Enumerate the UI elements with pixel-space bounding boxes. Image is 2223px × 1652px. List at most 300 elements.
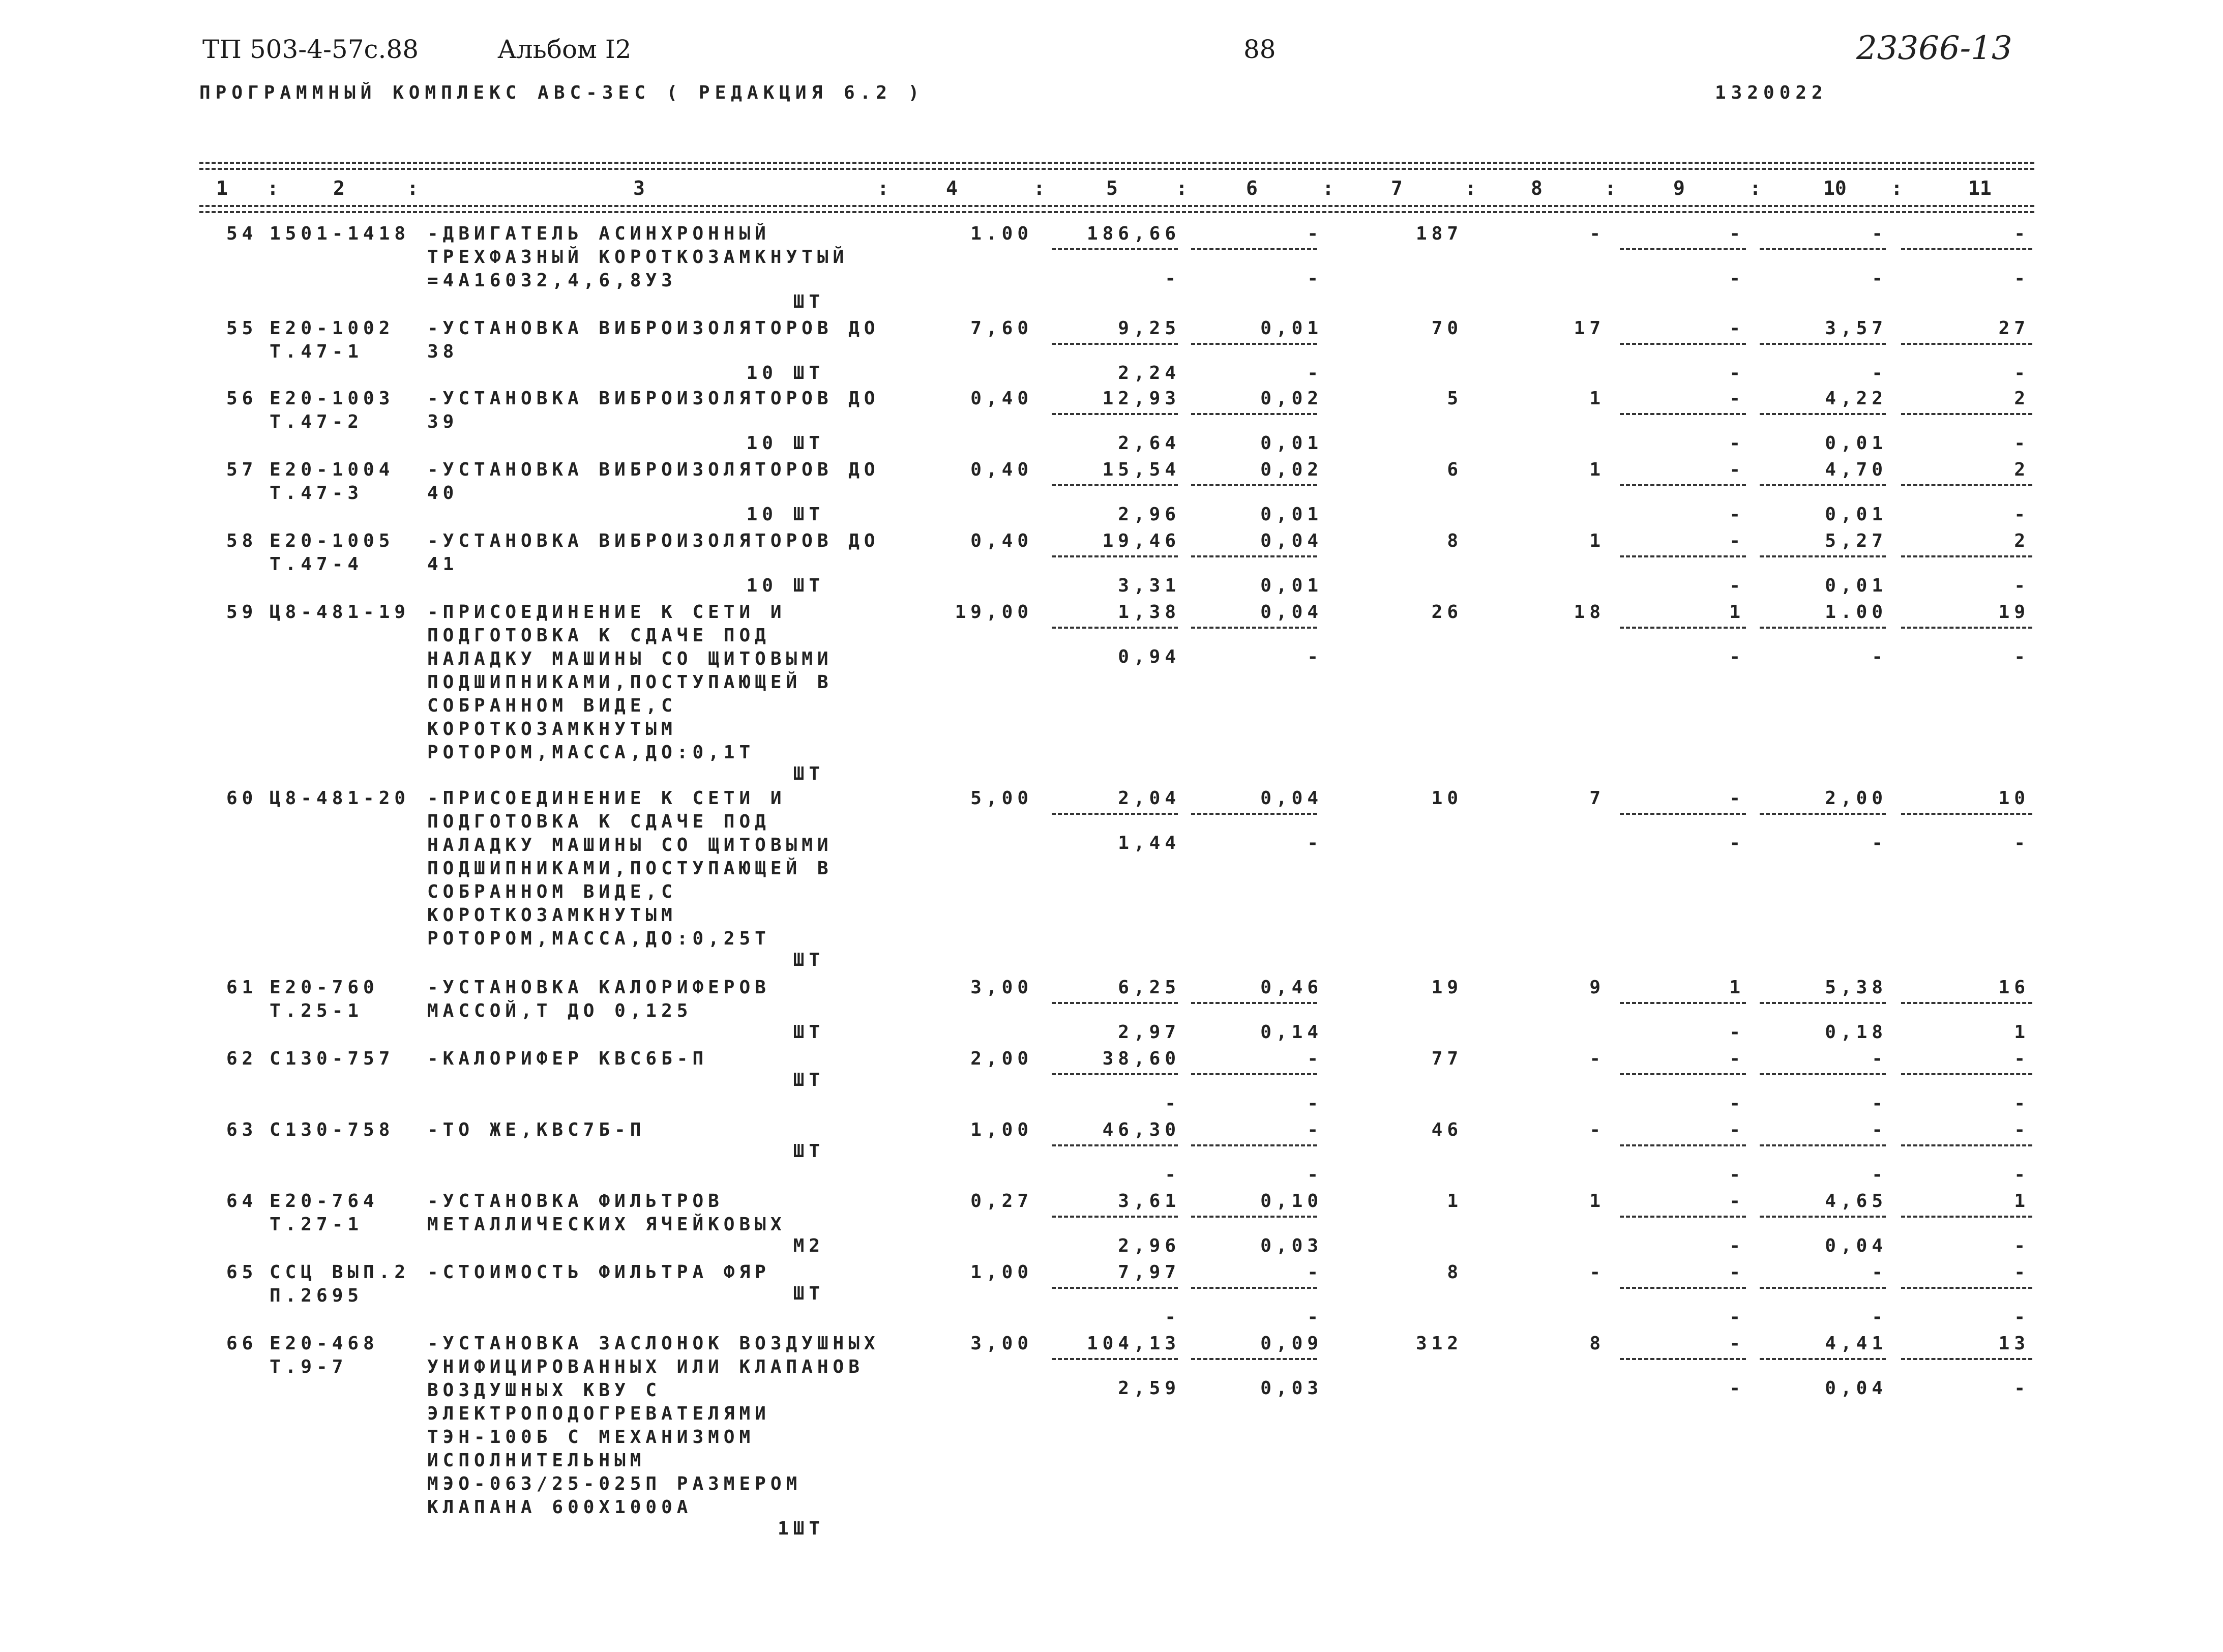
work-description: -ТО ЖЕ,КВС7Б-П xyxy=(427,1119,646,1140)
unit-cost-total: 7,97 xyxy=(1118,1262,1180,1283)
value-divider xyxy=(1052,1002,1178,1004)
work-description: ПОДГОТОВКА К СДАЧЕ ПОД xyxy=(427,625,770,646)
value-divider xyxy=(1620,413,1746,415)
wages-total: - xyxy=(1589,1119,1605,1140)
work-description: -УСТАНОВКА ВИБРОИЗОЛЯТОРОВ ДО xyxy=(427,388,880,409)
unit-of-measure: ШТ xyxy=(793,1283,824,1304)
machinist-labor-per-unit: - xyxy=(1872,1164,1887,1185)
work-description: 38 xyxy=(427,341,459,362)
value-divider xyxy=(1901,1073,2032,1075)
unit-cost-machines: 0,02 xyxy=(1260,459,1323,480)
work-description: ПОДШИПНИКАМИ,ПОСТУПАЮЩЕЙ В xyxy=(427,858,833,879)
value-divider xyxy=(1901,343,2032,345)
norm-code: Т.27-1 xyxy=(270,1214,364,1235)
work-description: РОТОРОМ,МАССА,ДО:0,1Т xyxy=(427,742,755,763)
row-number: 59 xyxy=(226,602,258,623)
value-divider xyxy=(1191,1144,1317,1146)
value-divider xyxy=(1760,248,1886,250)
labor-per-unit: 5,27 xyxy=(1825,530,1887,551)
machine-operation: - xyxy=(1729,530,1745,551)
machinist-labor-total: - xyxy=(2014,646,2030,667)
machinist-labor-per-unit: 0,01 xyxy=(1825,575,1887,596)
labor-per-unit: 4,65 xyxy=(1825,1191,1887,1212)
value-divider xyxy=(1901,1002,2032,1004)
unit-cost-total: 1,38 xyxy=(1118,602,1180,623)
machine-operation: - xyxy=(1729,223,1745,244)
quantity: 3,00 xyxy=(970,1333,1033,1354)
work-description: =4А16032,4,6,8У3 xyxy=(427,270,677,291)
labor-per-unit: 2,00 xyxy=(1825,788,1887,809)
quantity: 1.00 xyxy=(970,223,1033,244)
table-top-rule xyxy=(199,162,2034,164)
document-code: ТП 503-4-57с.88 xyxy=(202,35,419,64)
norm-code: Т.47-2 xyxy=(270,411,364,432)
value-divider xyxy=(1191,1002,1317,1004)
norm-code: ССЦ ВЫП.2 xyxy=(270,1262,410,1283)
value-divider xyxy=(1901,555,2032,557)
machine-operation: - xyxy=(1729,1048,1745,1069)
unit-cost-total: 104,13 xyxy=(1086,1333,1180,1354)
value-divider xyxy=(1191,627,1317,629)
unit-of-measure: ШТ xyxy=(793,1070,824,1090)
machine-wages: - xyxy=(1729,433,1745,454)
work-description: СОБРАННОМ ВИДЕ,С xyxy=(427,881,677,902)
labor-total: - xyxy=(2014,223,2030,244)
unit-wage-cost: 2,24 xyxy=(1118,363,1180,383)
machinist-labor-total: - xyxy=(2014,363,2030,383)
wages-total: 1 xyxy=(1589,388,1605,409)
row-number: 60 xyxy=(226,788,258,809)
work-description: КЛАПАНА 600Х1000А xyxy=(427,1497,693,1518)
machinist-labor-total: - xyxy=(2014,1235,2030,1256)
unit-of-measure: 10 ШТ xyxy=(746,575,824,596)
labor-per-unit: 4,22 xyxy=(1825,388,1887,409)
unit-wage-cost: 1,44 xyxy=(1118,833,1180,853)
column-header-8: 8 xyxy=(1531,177,1543,199)
row-number: 55 xyxy=(226,318,258,339)
unit-machine-wage: 0,01 xyxy=(1260,504,1323,525)
column-header-5: 5 xyxy=(1106,177,1118,199)
unit-wage-cost: - xyxy=(1165,1164,1180,1185)
machine-operation: - xyxy=(1729,388,1745,409)
value-divider xyxy=(1620,1287,1746,1289)
value-divider xyxy=(1760,627,1886,629)
wages-total: - xyxy=(1589,1048,1605,1069)
work-description: НАЛАДКУ МАШИНЫ СО ЩИТОВЫМИ xyxy=(427,648,833,669)
unit-of-measure: ШТ xyxy=(793,763,824,784)
labor-total: 2 xyxy=(2014,388,2030,409)
value-divider xyxy=(1620,555,1746,557)
unit-wage-cost: 2,59 xyxy=(1118,1378,1180,1399)
labor-per-unit: - xyxy=(1872,1119,1887,1140)
row-number: 66 xyxy=(226,1333,258,1354)
unit-of-measure: 10 ШТ xyxy=(746,504,824,525)
machine-operation: - xyxy=(1729,788,1745,809)
work-description: -КАЛОРИФЕР КВС6Б-П xyxy=(427,1048,708,1069)
machinist-labor-total: - xyxy=(2014,1164,2030,1185)
column-separator: : xyxy=(1891,177,1903,199)
unit-cost-machines: - xyxy=(1307,1119,1323,1140)
value-divider xyxy=(1052,1216,1178,1218)
wages-total: 9 xyxy=(1589,977,1605,998)
work-description: -УСТАНОВКА ВИБРОИЗОЛЯТОРОВ ДО xyxy=(427,318,880,339)
quantity: 0,40 xyxy=(970,388,1033,409)
value-divider xyxy=(1620,1216,1746,1218)
value-divider xyxy=(1052,555,1178,557)
total-cost: 70 xyxy=(1431,318,1463,339)
machinist-labor-total: - xyxy=(2014,504,2030,525)
value-divider xyxy=(1052,813,1178,815)
unit-of-measure: ШТ xyxy=(793,1022,824,1043)
value-divider xyxy=(1620,484,1746,486)
machinist-labor-per-unit: - xyxy=(1872,1307,1887,1328)
unit-machine-wage: 0,03 xyxy=(1260,1235,1323,1256)
machine-wages: - xyxy=(1729,504,1745,525)
work-description: СОБРАННОМ ВИДЕ,С xyxy=(427,695,677,716)
column-separator: : xyxy=(1033,177,1045,199)
unit-of-measure: 1ШТ xyxy=(777,1518,824,1539)
work-description: -УСТАНОВКА КАЛОРИФЕРОВ xyxy=(427,977,770,998)
row-number: 57 xyxy=(226,459,258,480)
value-divider xyxy=(1760,343,1886,345)
labor-total: 16 xyxy=(1998,977,2030,998)
unit-machine-wage: 0,01 xyxy=(1260,433,1323,454)
labor-total: 27 xyxy=(1998,318,2030,339)
wages-total: 8 xyxy=(1589,1333,1605,1354)
unit-machine-wage: 0,01 xyxy=(1260,575,1323,596)
quantity: 5,00 xyxy=(970,788,1033,809)
quantity: 0,40 xyxy=(970,459,1033,480)
unit-cost-total: 6,25 xyxy=(1118,977,1180,998)
machinist-labor-per-unit: 0,18 xyxy=(1825,1022,1887,1043)
quantity: 0,40 xyxy=(970,530,1033,551)
value-divider xyxy=(1191,343,1317,345)
unit-cost-machines: 0,04 xyxy=(1260,788,1323,809)
work-description: ПОДШИПНИКАМИ,ПОСТУПАЮЩЕЙ В xyxy=(427,672,833,693)
total-cost: 8 xyxy=(1447,530,1463,551)
unit-wage-cost: 2,64 xyxy=(1118,433,1180,454)
row-number: 61 xyxy=(226,977,258,998)
unit-cost-total: 186,66 xyxy=(1086,223,1180,244)
machinist-labor-per-unit: - xyxy=(1872,833,1887,853)
column-header-10: 10 xyxy=(1823,177,1847,199)
work-description: -УСТАНОВКА ВИБРОИЗОЛЯТОРОВ ДО xyxy=(427,459,880,480)
norm-code: Е20-1004 xyxy=(270,459,395,480)
value-divider xyxy=(1052,1358,1178,1360)
labor-per-unit: - xyxy=(1872,1048,1887,1069)
machine-wages: - xyxy=(1729,646,1745,667)
total-cost: 1 xyxy=(1447,1191,1463,1212)
wages-total: 1 xyxy=(1589,1191,1605,1212)
machine-wages: - xyxy=(1729,363,1745,383)
norm-code: С130-757 xyxy=(270,1048,395,1069)
value-divider xyxy=(1620,627,1746,629)
labor-total: 10 xyxy=(1998,788,2030,809)
unit-of-measure: ШТ xyxy=(793,950,824,970)
machinist-labor-total: - xyxy=(2014,833,2030,853)
value-divider xyxy=(1760,1144,1886,1146)
norm-code: П.2695 xyxy=(270,1285,364,1306)
quantity: 7,60 xyxy=(970,318,1033,339)
unit-cost-total: 46,30 xyxy=(1102,1119,1180,1140)
column-header-11: 11 xyxy=(1968,177,1992,199)
work-description: -УСТАНОВКА ФИЛЬТРОВ xyxy=(427,1191,724,1212)
unit-cost-total: 15,54 xyxy=(1102,459,1180,480)
column-separator: : xyxy=(267,177,279,199)
labor-per-unit: 4,41 xyxy=(1825,1333,1887,1354)
unit-wage-cost: - xyxy=(1165,1093,1180,1114)
machine-wages: - xyxy=(1729,1093,1745,1114)
value-divider xyxy=(1901,1358,2032,1360)
machine-wages: - xyxy=(1729,833,1745,853)
wages-total: 17 xyxy=(1574,318,1605,339)
machinist-labor-per-unit: - xyxy=(1872,646,1887,667)
machinist-labor-total: - xyxy=(2014,575,2030,596)
value-divider xyxy=(1052,248,1178,250)
unit-cost-machines: 0,04 xyxy=(1260,530,1323,551)
value-divider xyxy=(1620,1358,1746,1360)
labor-total: - xyxy=(2014,1262,2030,1283)
labor-total: 2 xyxy=(2014,459,2030,480)
column-header-6: 6 xyxy=(1246,177,1258,199)
norm-code: С130-758 xyxy=(270,1119,395,1140)
norm-code: Е20-760 xyxy=(270,977,379,998)
value-divider xyxy=(1191,1073,1317,1075)
unit-cost-total: 12,93 xyxy=(1102,388,1180,409)
work-description: ВОЗДУШНЫХ КВУ С xyxy=(427,1380,662,1401)
column-separator: : xyxy=(1176,177,1188,199)
value-divider xyxy=(1620,1144,1746,1146)
total-cost: 6 xyxy=(1447,459,1463,480)
unit-of-measure: М2 xyxy=(793,1235,824,1256)
quantity: 2,00 xyxy=(970,1048,1033,1069)
column-separator: : xyxy=(1605,177,1616,199)
value-divider xyxy=(1901,1144,2032,1146)
total-cost: 5 xyxy=(1447,388,1463,409)
machinist-labor-per-unit: 0,04 xyxy=(1825,1378,1887,1399)
page-number: 88 xyxy=(1243,35,1276,64)
wages-total: 1 xyxy=(1589,459,1605,480)
work-description: -ДВИГАТЕЛЬ АСИНХРОННЫЙ xyxy=(427,223,770,244)
work-description: РОТОРОМ,МАССА,ДО:0,25Т xyxy=(427,928,770,949)
norm-code: Е20-1002 xyxy=(270,318,395,339)
work-description: МЕТАЛЛИЧЕСКИХ ЯЧЕЙКОВЫХ xyxy=(427,1214,786,1235)
value-divider xyxy=(1620,343,1746,345)
row-number: 65 xyxy=(226,1262,258,1283)
unit-cost-machines: 0,09 xyxy=(1260,1333,1323,1354)
value-divider xyxy=(1620,1002,1746,1004)
column-separator: : xyxy=(877,177,889,199)
work-description: МАССОЙ,Т ДО 0,125 xyxy=(427,1000,693,1021)
wages-total: - xyxy=(1589,1262,1605,1283)
total-cost: 77 xyxy=(1431,1048,1463,1069)
column-header-7: 7 xyxy=(1391,177,1403,199)
machinist-labor-total: - xyxy=(2014,1307,2030,1328)
value-divider xyxy=(1620,813,1746,815)
quantity: 3,00 xyxy=(970,977,1033,998)
labor-total: 2 xyxy=(2014,530,2030,551)
work-description: УНИФИЦИРОВАННЫХ ИЛИ КЛАПАНОВ xyxy=(427,1356,864,1377)
machinist-labor-per-unit: - xyxy=(1872,363,1887,383)
labor-per-unit: 4,70 xyxy=(1825,459,1887,480)
quantity: 19,00 xyxy=(955,602,1033,623)
quantity: 0,27 xyxy=(970,1191,1033,1212)
unit-machine-wage: - xyxy=(1307,1164,1323,1185)
unit-cost-total: 2,04 xyxy=(1118,788,1180,809)
program-title: ПРОГРАММНЫЙ КОМПЛЕКС АВС-3ЕС ( РЕДАКЦИЯ 6.2 ) xyxy=(199,82,925,103)
unit-of-measure: ШТ xyxy=(793,291,824,312)
value-divider xyxy=(1760,1287,1886,1289)
work-description: ТРЕХФАЗНЫЙ КОРОТКОЗАМКНУТЫЙ xyxy=(427,247,849,268)
work-description: КОРОТКОЗАМКНУТЫМ xyxy=(427,719,677,740)
unit-cost-machines: 0,46 xyxy=(1260,977,1323,998)
total-cost: 26 xyxy=(1431,602,1463,623)
column-separator: : xyxy=(1322,177,1334,199)
unit-cost-machines: 0,01 xyxy=(1260,318,1323,339)
work-description: НАЛАДКУ МАШИНЫ СО ЩИТОВЫМИ xyxy=(427,835,833,855)
row-number: 62 xyxy=(226,1048,258,1069)
total-cost: 46 xyxy=(1431,1119,1463,1140)
labor-per-unit: 1.00 xyxy=(1825,602,1887,623)
wages-total: 1 xyxy=(1589,530,1605,551)
labor-total: 1 xyxy=(2014,1191,2030,1212)
unit-cost-machines: - xyxy=(1307,223,1323,244)
norm-code: Ц8-481-20 xyxy=(270,788,410,809)
column-header-9: 9 xyxy=(1673,177,1685,199)
work-description: 41 xyxy=(427,554,459,575)
unit-of-measure: 10 ШТ xyxy=(746,363,824,383)
value-divider xyxy=(1191,248,1317,250)
table-header-rule-2 xyxy=(199,211,2034,213)
value-divider xyxy=(1052,1287,1178,1289)
machine-wages: - xyxy=(1729,268,1745,289)
value-divider xyxy=(1901,1216,2032,1218)
value-divider xyxy=(1052,413,1178,415)
value-divider xyxy=(1760,813,1886,815)
unit-cost-total: 19,46 xyxy=(1102,530,1180,551)
value-divider xyxy=(1901,248,2032,250)
value-divider xyxy=(1901,1287,2032,1289)
work-description: -УСТАНОВКА ЗАСЛОНОК ВОЗДУШНЫХ xyxy=(427,1333,880,1354)
norm-code: Ц8-481-19 xyxy=(270,602,410,623)
unit-cost-total: 9,25 xyxy=(1118,318,1180,339)
norm-code: Т.9-7 xyxy=(270,1356,348,1377)
machine-operation: 1 xyxy=(1729,602,1745,623)
row-number: 58 xyxy=(226,530,258,551)
row-number: 64 xyxy=(226,1191,258,1212)
total-cost: 19 xyxy=(1431,977,1463,998)
work-description: 40 xyxy=(427,483,459,504)
unit-wage-cost: 0,94 xyxy=(1118,646,1180,667)
total-cost: 8 xyxy=(1447,1262,1463,1283)
unit-machine-wage: - xyxy=(1307,1093,1323,1114)
unit-machine-wage: - xyxy=(1307,268,1323,289)
quantity: 1,00 xyxy=(970,1119,1033,1140)
machine-operation: - xyxy=(1729,459,1745,480)
unit-machine-wage: 0,14 xyxy=(1260,1022,1323,1043)
value-divider xyxy=(1760,555,1886,557)
labor-per-unit: - xyxy=(1872,1262,1887,1283)
work-description: ПОДГОТОВКА К СДАЧЕ ПОД xyxy=(427,811,770,832)
machinist-labor-total: - xyxy=(2014,1093,2030,1114)
value-divider xyxy=(1052,343,1178,345)
value-divider xyxy=(1901,484,2032,486)
machine-wages: - xyxy=(1729,1307,1745,1328)
value-divider xyxy=(1901,627,2032,629)
machine-operation: - xyxy=(1729,1119,1745,1140)
work-description: КОРОТКОЗАМКНУТЫМ xyxy=(427,905,677,926)
machine-wages: - xyxy=(1729,1164,1745,1185)
total-cost: 187 xyxy=(1415,223,1463,244)
total-cost: 10 xyxy=(1431,788,1463,809)
labor-total: - xyxy=(2014,1048,2030,1069)
column-header-1: 1 xyxy=(216,177,228,199)
value-divider xyxy=(1620,248,1746,250)
program-code: 1320022 xyxy=(1715,82,1828,103)
machinist-labor-total: 1 xyxy=(2014,1022,2030,1043)
machine-wages: - xyxy=(1729,575,1745,596)
value-divider xyxy=(1901,813,2032,815)
row-number: 56 xyxy=(226,388,258,409)
unit-cost-total: 38,60 xyxy=(1102,1048,1180,1069)
machine-wages: - xyxy=(1729,1378,1745,1399)
unit-machine-wage: - xyxy=(1307,363,1323,383)
norm-code: Т.47-1 xyxy=(270,341,364,362)
work-description: -ПРИСОЕДИНЕНИЕ К СЕТИ И xyxy=(427,788,786,809)
labor-per-unit: - xyxy=(1872,223,1887,244)
machine-operation: 1 xyxy=(1729,977,1745,998)
machinist-labor-total: - xyxy=(2014,433,2030,454)
value-divider xyxy=(1760,484,1886,486)
norm-code: Е20-468 xyxy=(270,1333,379,1354)
wages-total: 18 xyxy=(1574,602,1605,623)
value-divider xyxy=(1052,1144,1178,1146)
machinist-labor-total: - xyxy=(2014,268,2030,289)
album-label: Альбом I2 xyxy=(497,35,632,64)
machinist-labor-per-unit: 0,01 xyxy=(1825,433,1887,454)
value-divider xyxy=(1191,555,1317,557)
value-divider xyxy=(1760,1216,1886,1218)
machine-operation: - xyxy=(1729,1333,1745,1354)
value-divider xyxy=(1191,1287,1317,1289)
unit-of-measure: ШТ xyxy=(793,1141,824,1162)
norm-code: 1501-1418 xyxy=(270,223,410,244)
value-divider xyxy=(1191,413,1317,415)
machine-operation: - xyxy=(1729,1191,1745,1212)
labor-total: - xyxy=(2014,1119,2030,1140)
work-description: МЭО-063/25-025П РАЗМЕРОМ xyxy=(427,1473,802,1494)
work-description: -ПРИСОЕДИНЕНИЕ К СЕТИ И xyxy=(427,602,786,623)
work-description: ЭЛЕКТРОПОДОГРЕВАТЕЛЯМИ xyxy=(427,1403,770,1424)
column-header-3: 3 xyxy=(633,177,645,199)
unit-machine-wage: - xyxy=(1307,1307,1323,1328)
value-divider xyxy=(1620,1073,1746,1075)
machinist-labor-per-unit: - xyxy=(1872,268,1887,289)
unit-machine-wage: - xyxy=(1307,833,1323,853)
unit-cost-total: 3,61 xyxy=(1118,1191,1180,1212)
work-description: 39 xyxy=(427,411,459,432)
work-description: -УСТАНОВКА ВИБРОИЗОЛЯТОРОВ ДО xyxy=(427,530,880,551)
table-header-rule xyxy=(199,205,2034,207)
norm-code: Т.25-1 xyxy=(270,1000,364,1021)
wages-total: - xyxy=(1589,223,1605,244)
value-divider xyxy=(1760,1073,1886,1075)
value-divider xyxy=(1052,484,1178,486)
column-separator: : xyxy=(407,177,419,199)
norm-code: Т.47-4 xyxy=(270,554,364,575)
column-header-4: 4 xyxy=(946,177,958,199)
machinist-labor-per-unit: 0,01 xyxy=(1825,504,1887,525)
